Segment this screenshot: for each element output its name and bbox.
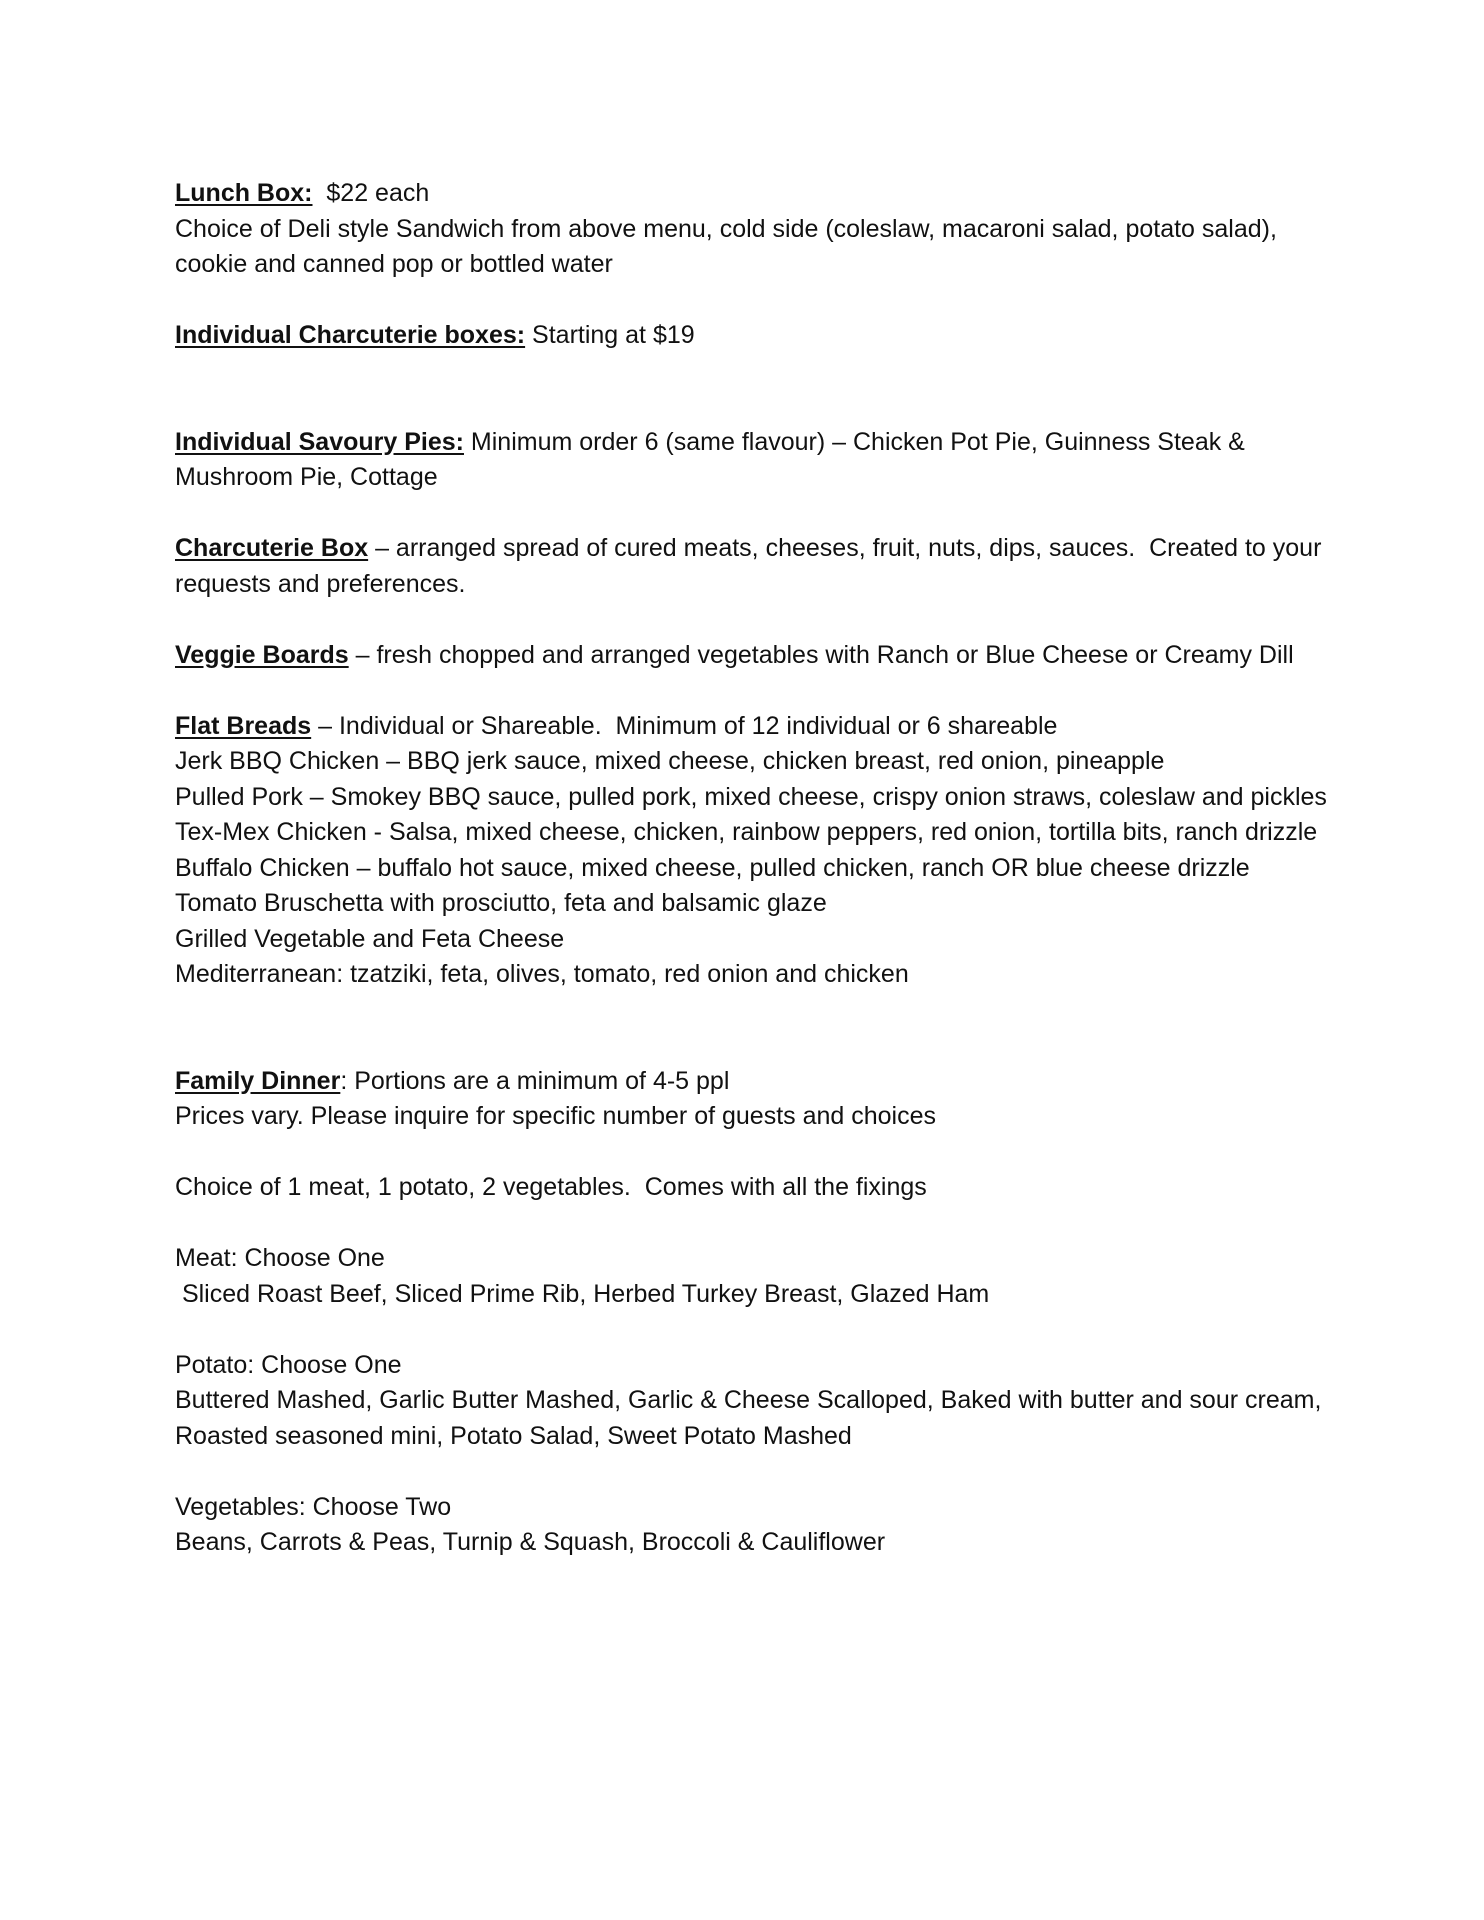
flat-breads-heading: Flat Breads: [175, 711, 312, 740]
flat-breads-line: [175, 709, 1335, 745]
family-dinner-choice-note: Choice of 1 meat, 1 potato, 2 vegetables. Comes with all the fixings: [175, 1173, 927, 1201]
savoury-pies-line: [175, 425, 1335, 496]
charcuterie-individual-heading: Individual Charcuterie boxes:: [175, 321, 526, 349]
veggie-boards-heading: Veggie Boards: [175, 640, 349, 669]
menu-page: [175, 176, 1335, 1561]
flat-bread-item: Jerk BBQ Chicken – BBQ jerk sauce, mixed cheese, chicken breast, red onion, pineapple: [175, 747, 1165, 775]
flat-bread-item: Mediterranean: tzatziki, feta, olives, tomato, red onion and chicken: [175, 960, 909, 988]
flat-bread-item: Grilled Vegetable and Feta Cheese: [175, 924, 565, 953]
charcuterie-individual-line: [175, 318, 1335, 354]
lunch-box-heading: Lunch Box:: [175, 179, 313, 207]
vegetables-options: Beans, Carrots & Peas, Turnip & Squash, Broccoli & Cauliflower: [175, 1528, 886, 1556]
charcuterie-box-description: – arranged spread of cured meats, cheeses, fruit, nuts, dips, sauces. Created to your requests and preferences.: [175, 534, 1329, 598]
meat-options: Sliced Roast Beef, Sliced Prime Rib, Herbed Turkey Breast, Glazed Ham: [175, 1279, 990, 1308]
potato-options: Buttered Mashed, Garlic Butter Mashed, Garlic & Cheese Scalloped, Baked with butter and sour cream, Roasted seasoned mini, Potato Salad, Sweet Potato Mashed: [175, 1386, 1322, 1450]
veggie-boards-description: – fresh chopped and arranged vegetables with Ranch or Blue Cheese or Creamy Dill: [348, 640, 1294, 669]
flat-bread-item: Tomato Bruschetta with prosciutto, feta and balsamic glaze: [175, 889, 827, 917]
family-dinner-prices-note: Prices vary. Please inquire for specific number of guests and choices: [175, 1102, 937, 1130]
flat-breads-description: – Individual or Shareable. Minimum of 12 individual or 6 shareable: [311, 711, 1058, 740]
potato-label: Potato: Choose One: [175, 1350, 402, 1379]
vegetables-label: Vegetables: Choose Two: [175, 1492, 452, 1521]
flat-bread-item: Tex-Mex Chicken - Salsa, mixed cheese, chicken, rainbow peppers, red onion, tortilla bits, ranch drizzle: [175, 818, 1318, 846]
lunch-box-description: Choice of Deli style Sandwich from above menu, cold side (coleslaw, macaroni salad, potato salad), cookie and canned pop or bottled water: [175, 214, 1277, 278]
flat-bread-item: Buffalo Chicken – buffalo hot sauce, mixed cheese, pulled chicken, ranch OR blue cheese drizzle: [175, 853, 1250, 882]
charcuterie-box-heading: Charcuterie Box: [175, 534, 369, 562]
lunch-box-title-line: [175, 176, 1335, 212]
veggie-boards-line: [175, 638, 1335, 674]
lunch-box-price: $22 each: [312, 179, 430, 207]
savoury-pies-heading: Individual Savoury Pies:: [175, 427, 464, 456]
family-dinner-portions: : Portions are a minimum of 4-5 ppl: [340, 1066, 730, 1095]
family-dinner-heading: Family Dinner: [175, 1066, 341, 1095]
family-dinner-line: [175, 1064, 1335, 1100]
meat-label: Meat: Choose One: [175, 1244, 385, 1272]
savoury-pies-description: Minimum order 6 (same flavour) – Chicken Pot Pie, Guinness Steak & Mushroom Pie, Cottage: [175, 427, 1245, 491]
charcuterie-individual-price: Starting at $19: [525, 321, 695, 349]
charcuterie-box-line: [175, 531, 1335, 602]
flat-bread-item: Pulled Pork – Smokey BBQ sauce, pulled pork, mixed cheese, crispy onion straws, coleslaw and pickles: [175, 782, 1327, 811]
